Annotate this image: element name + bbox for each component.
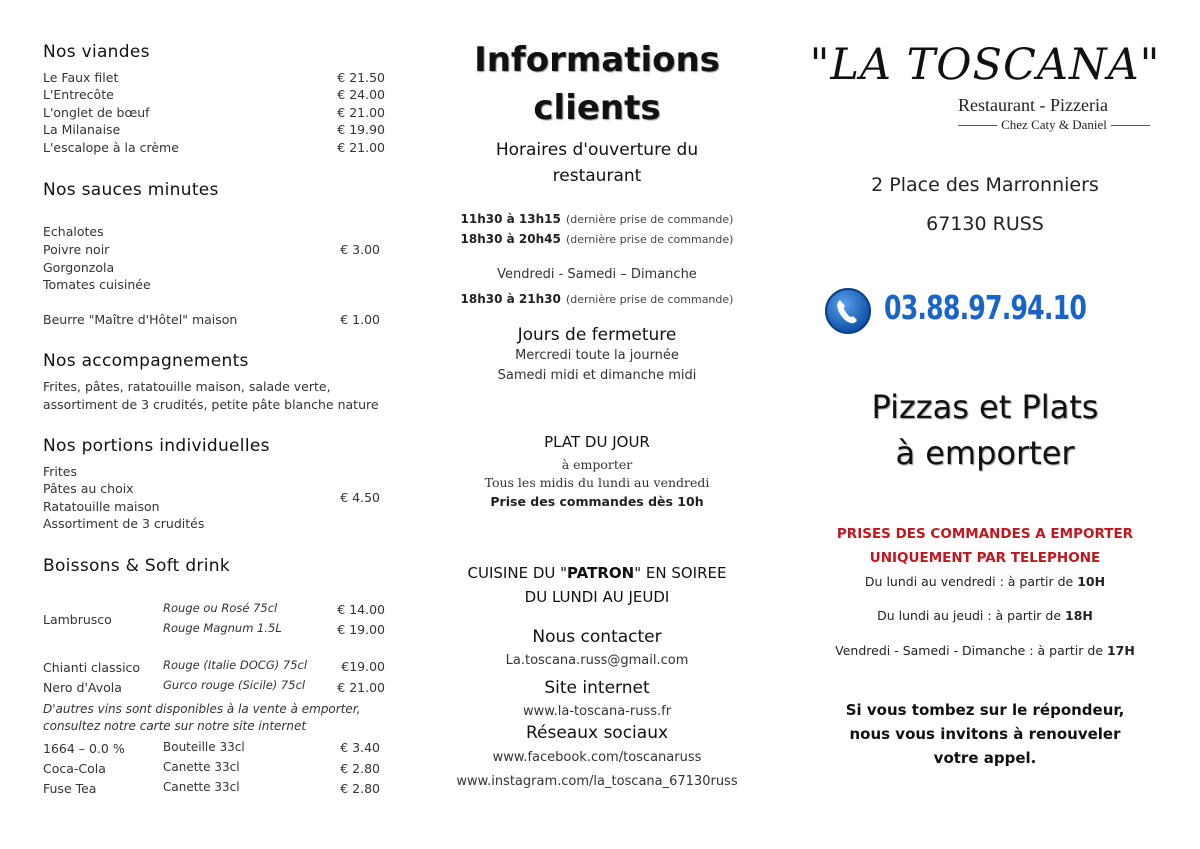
instagram-link[interactable]: www.instagram.com/la_toscana_67130russ [456, 774, 738, 789]
drinks-note: consultez notre carte sur notre site internet [43, 719, 307, 733]
section-title-viandes: Nos viandes [43, 42, 150, 62]
section-title-accompagnements: Nos accompagnements [43, 351, 249, 371]
drink-variant: Gurco rouge (Sicile) 75cl [163, 678, 306, 692]
drink-variant: Rouge (Italie DOCG) 75cl [163, 658, 308, 672]
drink-price: € 21.00 [337, 680, 385, 695]
section-title-portions: Nos portions individuelles [43, 436, 270, 456]
phone-number[interactable]: 03.88.97.94.10 [884, 288, 1087, 327]
hours-time: 18h30 à 21h30 [460, 292, 561, 306]
email-link[interactable]: La.toscana.russ@gmail.com [505, 653, 689, 668]
order-hours-text: Vendredi - Samedi - Dimanche : à partir de [835, 643, 1107, 658]
answering-machine-note: Si vous tombez sur le répondeur, [845, 701, 1125, 719]
sauce-item: Tomates cuisinée [43, 277, 151, 292]
menu-item-name: L'escalope à la crème [43, 140, 179, 155]
drink-name: 1664 – 0.0 % [43, 741, 125, 756]
orders-heading: PRISES DES COMMANDES A EMPORTER [836, 526, 1134, 542]
closing-line: Mercredi toute la journée [515, 348, 679, 363]
hours-line [440, 288, 754, 307]
sauce-item: Poivre noir [43, 242, 110, 257]
divider [958, 125, 997, 126]
sauce-item: Echalotes [43, 224, 104, 239]
restaurant-subtitle: Restaurant - Pizzeria [958, 95, 1108, 115]
site-title: Site internet [544, 678, 650, 698]
portion-item: Pâtes au choix [43, 481, 134, 496]
social-title: Réseaux sociaux [525, 723, 669, 743]
order-hours-time: 17H [1106, 643, 1135, 658]
drink-price: € 2.80 [340, 781, 380, 796]
portion-item: Frites [43, 464, 77, 479]
accompagnements-text: assortiment de 3 crudités, petite pâte blanche nature [43, 397, 379, 412]
divider [1111, 125, 1150, 126]
answering-machine-note: votre appel. [933, 749, 1037, 767]
drink-variant: Canette 33cl [163, 760, 240, 774]
patron-bold: PATRON [567, 564, 635, 582]
menu-item-price: € 21.00 [337, 140, 385, 155]
order-hours [790, 574, 1180, 589]
address-line: 2 Place des Marronniers [871, 174, 1099, 196]
plat-line: à emporter [561, 457, 633, 472]
hours-title: Horaires d'ouverture du [495, 140, 699, 160]
plat-line: Prise des commandes dès 10h [490, 494, 704, 509]
restaurant-logo: "LA TOSCANA" [809, 40, 1161, 90]
owners-name: Chez Caty & Daniel [1001, 117, 1107, 132]
facebook-link[interactable]: www.facebook.com/toscanaruss [492, 750, 702, 765]
drink-variant: Rouge Magnum 1.5L [163, 621, 282, 635]
info-title-line1: Informations [474, 40, 720, 80]
portion-price: € 4.50 [340, 490, 380, 505]
hours-line [440, 228, 754, 247]
sauce-item: Gorgonzola [43, 260, 115, 275]
closing-title: Jours de fermeture [517, 325, 677, 345]
beurre-item: Beurre "Maître d'Hôtel" maison [43, 312, 238, 327]
phone-icon [824, 287, 872, 335]
hours-note: (dernière prise de commande) [565, 213, 734, 226]
hours-line [440, 208, 754, 227]
drink-name: Chianti classico [43, 660, 141, 675]
closing-line: Samedi midi et dimanche midi [497, 368, 697, 383]
menu-item-name: L'onglet de bœuf [43, 105, 150, 120]
order-hours [790, 608, 1180, 623]
drink-name: Fuse Tea [43, 781, 97, 796]
menu-item-price: € 24.00 [337, 87, 385, 102]
drink-variant: Canette 33cl [163, 780, 240, 794]
answering-machine-note: nous vous invitons à renouveler [849, 725, 1121, 743]
patron-days: DU LUNDI AU JEUDI [524, 588, 670, 606]
menu-item-name: L'Entrecôte [43, 87, 114, 102]
drinks-note: D'autres vins sont disponibles à la vente à emporter, [43, 702, 361, 716]
drink-price: €19.00 [341, 659, 385, 674]
hours-time: 18h30 à 20h45 [460, 232, 561, 246]
drink-price: € 2.80 [340, 761, 380, 776]
drink-variant: Bouteille 33cl [163, 740, 245, 754]
accompagnements-text: Frites, pâtes, ratatouille maison, salade verte, [43, 379, 331, 394]
order-hours-text: Du lundi au vendredi : à partir de [864, 574, 1078, 589]
drink-name: Nero d'Avola [43, 680, 122, 695]
drink-name: Lambrusco [43, 612, 112, 627]
hours-title: restaurant [552, 166, 642, 186]
orders-heading: UNIQUEMENT PAR TELEPHONE [869, 550, 1101, 566]
plat-line: Tous les midis du lundi au vendredi [484, 475, 710, 490]
website-link[interactable]: www.la-toscana-russ.fr [522, 704, 672, 719]
chez-line [958, 117, 1150, 133]
plat-du-jour-title: PLAT DU JOUR [544, 433, 650, 451]
patron-pre: CUISINE DU " [467, 564, 568, 582]
section-title-boissons: Boissons & Soft drink [43, 556, 230, 576]
sauce-price: € 3.00 [340, 242, 380, 257]
drink-price: € 3.40 [340, 740, 380, 755]
portion-item: Ratatouille maison [43, 499, 160, 514]
contact-title: Nous contacter [532, 627, 662, 647]
drink-name: Coca-Cola [43, 761, 106, 776]
drink-price: € 19.00 [337, 622, 385, 637]
hours-time: 11h30 à 13h15 [460, 212, 561, 226]
drink-variant: Rouge ou Rosé 75cl [163, 601, 278, 615]
menu-item-price: € 19.90 [337, 122, 385, 137]
menu-item-name: La Milanaise [43, 122, 121, 137]
order-hours-text: Du lundi au jeudi : à partir de [877, 608, 1066, 623]
info-title-line2: clients [533, 88, 661, 128]
hours-note: (dernière prise de commande) [565, 233, 734, 246]
order-hours [790, 643, 1180, 658]
takeaway-title: Pizzas et Plats [871, 388, 1099, 426]
takeaway-title: à emporter [895, 434, 1075, 472]
beurre-price: € 1.00 [340, 312, 380, 327]
menu-item-name: Le Faux filet [43, 70, 119, 85]
section-title-sauces: Nos sauces minutes [43, 180, 219, 200]
order-hours-time: 18H [1065, 608, 1093, 623]
portion-item: Assortiment de 3 crudités [43, 516, 205, 531]
patron-line [440, 564, 754, 582]
address-line: 67130 RUSS [926, 213, 1044, 235]
menu-item-price: € 21.00 [337, 105, 385, 120]
weekend-days: Vendredi - Samedi – Dimanche [497, 267, 697, 282]
hours-note: (dernière prise de commande) [565, 293, 734, 306]
patron-post: " EN SOIREE [634, 564, 727, 582]
order-hours-time: 10H [1077, 574, 1106, 589]
drink-price: € 14.00 [337, 602, 385, 617]
menu-item-price: € 21.50 [337, 70, 385, 85]
